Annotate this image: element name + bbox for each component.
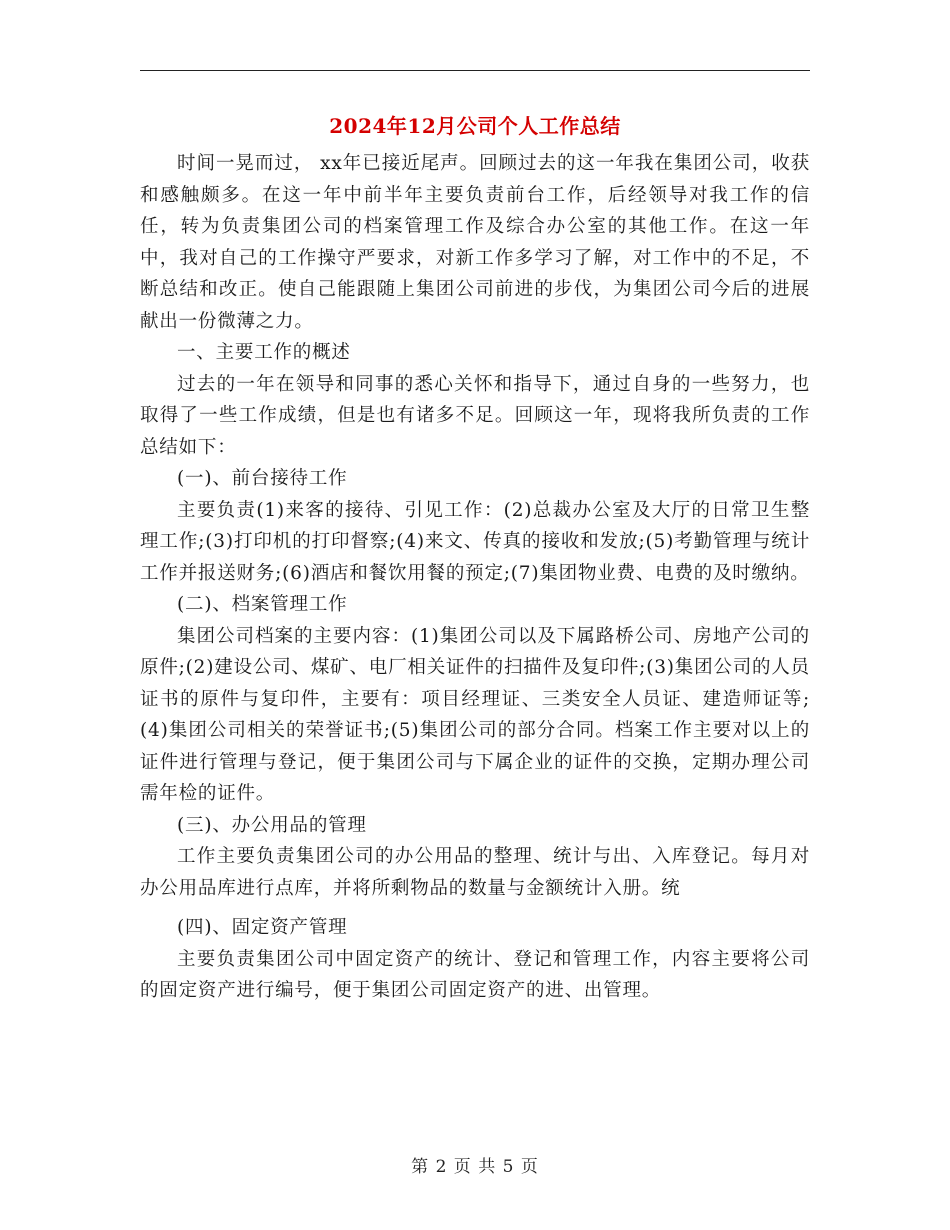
document-body [140,148,810,1007]
subsection-heading-office-supplies: (三)、办公用品的管理 [177,814,367,836]
subsection-heading-archives: (二)、档案管理工作 [177,594,348,615]
fixed-assets-paragraph: 主要负责集团公司中固定资产的统计、登记和管理工作，内容主要将公司的固定资产进行编号，便于集团公司固定资产的进、出管理。 [140,948,810,1001]
reception-paragraph: 主要负责(1)来客的接待、引见工作：(2)总裁办公室及大厅的日常卫生整理工作;(3)打印机的打印督察;(4)来文、传真的接收和发放;(5)考勤管理与统计工作并报送财务;(6)酒店和餐饮用餐的预定;(7)集团物业费、电费的及时缴纳。 [140,499,810,584]
intro-paragraph: 时间一晃而过， xx年已接近尾声。回顾过去的这一年我在集团公司，收获和感触颇多。在这一年中前半年主要负责前台工作，后经领导对我工作的信任，转为负责集团公司的档案管理工作及综合办公室的其他工作。在这一年中，我对自己的工作操守严要求，对新工作多学习了解，对工作中的不足，不断总结和改正。使自己能跟随上集团公司前进的步伐，为集团公司今后的进展献出一份微薄之力。 [140,153,810,332]
header-rule [140,70,810,71]
subsection-heading-reception: (一)、前台接待工作 [177,468,348,489]
page-footer: 第 2 页 共 5 页 [411,1157,539,1177]
document-title: 2024年12月公司个人工作总结 [329,114,621,138]
office-supplies-paragraph: 工作主要负责集团公司的办公用品的整理、统计与出、入库登记。每月对办公用品库进行点库，并将所剩物品的数量与金额统计入册。统 [140,846,810,899]
section-heading-overview: 一、主要工作的概述 [177,342,351,363]
subsection-heading-fixed-assets: (四)、固定资产管理 [177,917,348,938]
overview-paragraph: 过去的一年在领导和同事的悉心关怀和指导下，通过自身的一些努力，也取得了一些工作成绩，但是也有诸多不足。回顾这一年，现将我所负责的工作总结如下： [140,373,810,458]
archives-paragraph: 集团公司档案的主要内容：(1)集团公司以及下属路桥公司、房地产公司的原件;(2)建设公司、煤矿、电厂相关证件的扫描件及复印件;(3)集团公司的人员证书的原件与复印件，主要有：项目经理证、三类安全人员证、建造师证等;(4)集团公司相关的荣誉证书;(5)集团公司的部分合同。档案工作主要对以上的证件进行管理与登记，便于集团公司与下属企业的证件的交换，定期办理公司需年检的证件。 [140,625,810,804]
